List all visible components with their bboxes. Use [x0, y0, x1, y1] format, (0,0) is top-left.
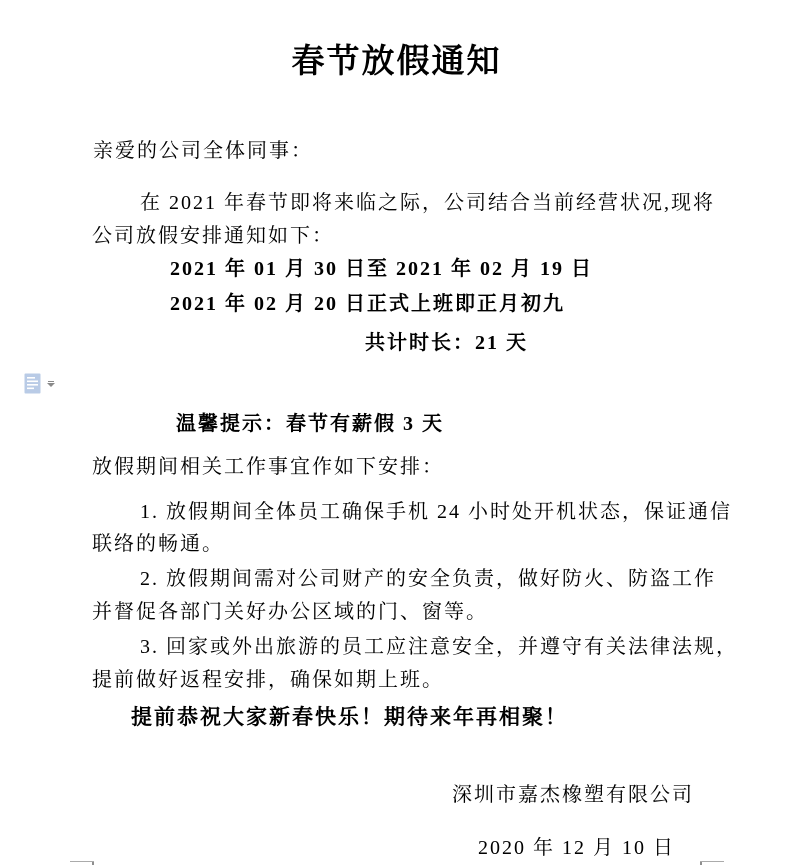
arrangement-item-1-line-1: 1. 放假期间全体员工确保手机 24 小时处开机状态，保证通信	[140, 501, 732, 523]
arrangement-intro-line: 放假期间相关工作事宜作如下安排：	[92, 456, 444, 478]
salutation-line: 亲爱的公司全体同事：	[93, 140, 313, 162]
arrangement-item-3-line-2: 提前做好返程安排，确保如期上班。	[92, 669, 444, 691]
signature-company-name: 深圳市嘉杰橡塑有限公司	[452, 784, 694, 806]
closing-greeting-line: 提前恭祝大家新春快乐！期待来年再相聚！	[131, 705, 568, 729]
arrangement-item-2-line-1: 2. 放假期间需对公司财产的安全负责，做好防火、防盗工作	[140, 568, 716, 590]
page-boundary-crop-mark-left	[70, 861, 94, 862]
arrangement-item-2-line-2: 并督促各部门关好办公区域的门、窗等。	[92, 601, 488, 623]
chevron-down-icon[interactable]	[47, 381, 55, 387]
signature-date: 2020 年 12 月 10 日	[478, 837, 675, 859]
paste-options-document-icon	[24, 373, 41, 399]
paste-options-button[interactable]	[24, 373, 60, 397]
arrangement-item-1-line-2: 联络的畅通。	[92, 533, 224, 555]
intro-paragraph-line-2: 公司放假安排通知如下：	[92, 225, 334, 247]
document-title: 春节放假通知	[291, 42, 502, 79]
arrangement-item-3-line-1: 3. 回家或外出旅游的员工应注意安全，并遵守有关法律法规，	[140, 636, 738, 658]
paid-leave-tip: 温馨提示：春节有薪假 3 天	[176, 413, 444, 435]
holiday-date-range: 2021 年 01 月 30 日至 2021 年 02 月 19 日	[170, 258, 593, 280]
page-boundary-crop-mark-right	[700, 861, 724, 862]
intro-paragraph-line-1: 在 2021 年春节即将来临之际，公司结合当前经营状况,现将	[140, 192, 715, 214]
return-to-work-date: 2021 年 02 月 20 日正式上班即正月初九	[170, 293, 565, 315]
holiday-duration: 共计时长：21 天	[365, 332, 528, 354]
